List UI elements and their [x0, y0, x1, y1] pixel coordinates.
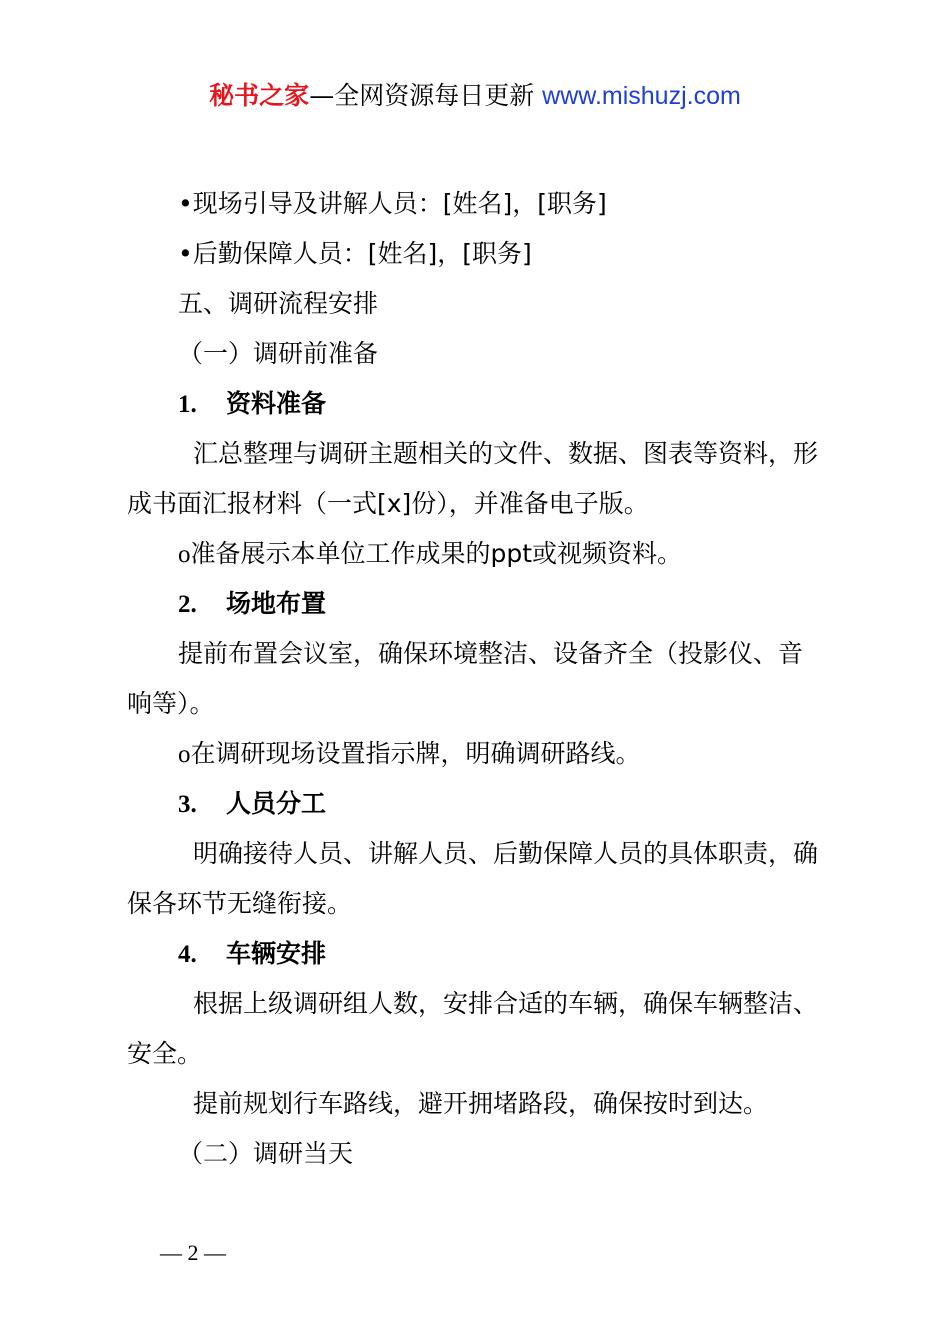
- header-tagline: —全网资源每日更新: [309, 81, 535, 110]
- page-number: — 2 —: [160, 1240, 226, 1265]
- item-heading-3: [178, 786, 326, 823]
- item-number: 2.: [178, 591, 197, 618]
- paragraph-line: 保各环节无缝衔接。: [127, 889, 353, 918]
- paragraph-line: 明确接待人员、讲解人员、后勤保障人员的具体职责，确: [193, 839, 819, 868]
- paragraph-line: 根据上级调研组人数，安排合适的车辆，确保车辆整洁、: [193, 989, 819, 1018]
- item-number: 3.: [178, 791, 197, 818]
- item-title: 场地布置: [226, 589, 327, 618]
- paragraph-line: 安全。: [127, 1039, 203, 1068]
- item-number: 4.: [178, 941, 197, 968]
- item-title: 资料准备: [226, 389, 327, 418]
- sub-bullet-marker: o: [178, 541, 191, 568]
- sub-bullet-line: [178, 536, 682, 573]
- sub-bullet-marker: o: [178, 741, 191, 768]
- item-heading-2: [178, 586, 326, 623]
- item-number: 1.: [178, 391, 197, 418]
- item-heading-1: [178, 386, 326, 423]
- brand-name: 秘书之家: [209, 81, 310, 110]
- paragraph-line: 成书面汇报材料（一式[x]份），并准备电子版。: [127, 489, 649, 518]
- paragraph-line: 提前规划行车路线，避开拥堵路段，确保按时到达。: [193, 1089, 769, 1118]
- staff-logistics-line: •后勤保障人员：[姓名]，[职务]: [178, 239, 532, 268]
- header-url[interactable]: www.mishuzj.com: [542, 82, 741, 110]
- sub-bullet-text: 在调研现场设置指示牌，明确调研路线。: [190, 739, 641, 768]
- section-heading: 五、调研流程安排: [178, 289, 379, 318]
- staff-guide-line: •现场引导及讲解人员：[姓名]，[职务]: [178, 189, 607, 218]
- sub-bullet-text: 准备展示本单位工作成果的ppt或视频资料。: [190, 539, 683, 568]
- item-heading-4: [178, 936, 326, 973]
- site-header: [0, 78, 950, 114]
- item-title: 人员分工: [226, 789, 327, 818]
- subsection-heading: （一）调研前准备: [178, 339, 379, 368]
- paragraph-line: 响等）。: [127, 689, 215, 718]
- paragraph-line: 汇总整理与调研主题相关的文件、数据、图表等资料，形: [193, 439, 819, 468]
- paragraph-line: 提前布置会议室，确保环境整洁、设备齐全（投影仪、音: [178, 639, 804, 668]
- subsection-heading: （二）调研当天: [178, 1139, 354, 1168]
- item-title: 车辆安排: [226, 939, 327, 968]
- sub-bullet-line: [178, 736, 641, 773]
